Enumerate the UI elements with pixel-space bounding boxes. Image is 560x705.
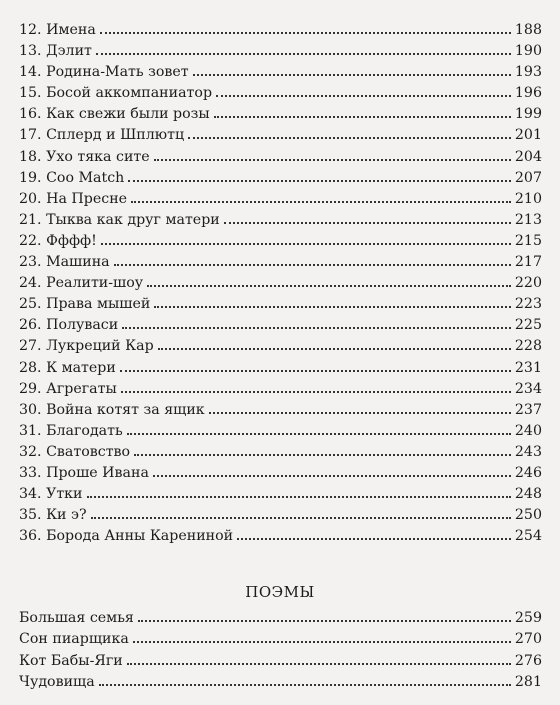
dot-leader: [91, 517, 511, 519]
dot-leader: [101, 243, 511, 245]
dot-leader: [100, 32, 511, 34]
entry-page-number: 248: [514, 486, 542, 503]
dot-leader: [153, 475, 511, 477]
dot-leader: [96, 53, 511, 55]
entry-page-number: 259: [514, 610, 542, 626]
entry-title: 18. Ухо тяка сите: [19, 148, 150, 165]
dot-leader: [154, 306, 511, 308]
dot-leader: [122, 327, 511, 329]
toc-entry: [19, 608, 542, 629]
entry-title: 26. Полуваси: [19, 317, 119, 334]
entry-page-number: 204: [514, 148, 542, 165]
toc-entry: [19, 252, 542, 273]
entry-page-number: 217: [514, 254, 542, 271]
entry-title: 27. Лукреций Кар: [19, 338, 154, 355]
dot-leader: [158, 348, 511, 350]
entry-title: 15. Босой аккомпаниатор: [19, 85, 213, 102]
toc-entry: [19, 231, 542, 252]
toc-entry: [19, 62, 542, 83]
dot-leader: [216, 95, 511, 97]
entry-page-number: 270: [514, 631, 542, 648]
dot-leader: [154, 159, 511, 161]
entry-title: 25. Права мышей: [19, 296, 151, 313]
entry-page-number: 190: [514, 43, 542, 60]
toc-entry: [19, 651, 542, 672]
entry-title: 32. Сватовство: [19, 443, 131, 460]
toc-entry: [19, 20, 542, 41]
toc-entry: [19, 189, 542, 210]
dot-leader: [133, 641, 511, 643]
toc-entry: [19, 168, 542, 189]
entry-page-number: 254: [514, 528, 542, 545]
entry-title: Большая семья: [19, 610, 134, 626]
toc-entry: [19, 629, 542, 650]
entry-title: 14. Родина-Мать зовет: [19, 64, 189, 81]
dot-leader: [131, 201, 511, 203]
entry-page-number: 281: [514, 674, 542, 691]
entry-page-number: 225: [514, 317, 542, 334]
entry-title: 16. Как свежи были розы: [19, 106, 210, 123]
dot-leader: [127, 663, 511, 665]
entry-title: 17. Сплерд и Шплютц: [19, 127, 185, 144]
poems-list: [19, 608, 542, 694]
entry-title: 28. К матери: [19, 359, 116, 376]
entry-title: 20. На Пресне: [19, 190, 128, 207]
entry-title: 21. Тыква как друг матери: [19, 211, 220, 228]
toc-entry: [19, 104, 542, 125]
entry-page-number: 213: [514, 211, 542, 228]
toc-entry: [19, 336, 542, 357]
entry-title: Кот Бабы-Яги: [19, 652, 123, 669]
entry-title: 29. Агрегаты: [19, 380, 117, 397]
toc-entry: [19, 672, 542, 693]
entry-page-number: 188: [514, 22, 542, 38]
entry-page-number: 228: [514, 338, 542, 355]
entry-title: 24. Реалити-шоу: [19, 275, 144, 292]
section-heading: ПОЭМЫ: [245, 583, 315, 601]
entry-page-number: 210: [514, 190, 542, 207]
entry-page-number: 199: [514, 106, 542, 123]
entry-title: Чудовища: [19, 674, 95, 691]
entry-page-number: 243: [514, 443, 542, 460]
entry-title: 19. Соо Match: [19, 169, 125, 186]
dot-leader: [209, 412, 511, 414]
entry-page-number: 276: [514, 652, 542, 669]
toc-entry: [19, 442, 542, 463]
entry-page-number: 234: [514, 380, 542, 397]
entry-title: 34. Утки: [19, 486, 83, 503]
toc-entry: [19, 315, 542, 336]
dot-leader: [193, 74, 511, 76]
toc-entry: [19, 147, 542, 168]
dot-leader: [138, 620, 511, 622]
toc-entry: [19, 400, 542, 421]
dot-leader: [120, 370, 511, 372]
toc-entry: [19, 463, 542, 484]
entry-page-number: 196: [514, 85, 542, 102]
entry-title: 31. Благодать: [19, 422, 123, 439]
dot-leader: [134, 454, 511, 456]
dot-leader: [147, 285, 511, 287]
toc-entry: [19, 294, 542, 315]
entry-page-number: 237: [514, 401, 542, 418]
toc-entry: [19, 210, 542, 231]
dot-leader: [127, 433, 511, 435]
entry-title: 33. Проше Ивана: [19, 464, 149, 481]
toc-entry: [19, 273, 542, 294]
entry-page-number: 207: [514, 169, 542, 186]
toc-entry: [19, 358, 542, 379]
dot-leader: [224, 222, 511, 224]
entry-page-number: 231: [514, 359, 542, 376]
toc-entry: [19, 421, 542, 442]
toc-entry: [19, 484, 542, 505]
dot-leader: [128, 180, 511, 182]
entry-title: 30. Война котят за ящик: [19, 401, 205, 418]
entry-title: 35. Ки э?: [19, 507, 87, 524]
entry-page-number: 220: [514, 275, 542, 292]
entry-title: 23. Машина: [19, 254, 110, 271]
entry-page-number: 193: [514, 64, 542, 81]
toc-entry: [19, 41, 542, 62]
dot-leader: [121, 391, 511, 393]
toc-entry: [19, 505, 542, 526]
chapters-list: [19, 20, 542, 547]
toc-entry: [19, 83, 542, 104]
dot-leader: [237, 538, 511, 540]
entry-title: 36. Борода Анны Карениной: [19, 528, 234, 545]
entry-page-number: 215: [514, 232, 542, 249]
entry-page-number: 201: [514, 127, 542, 144]
dot-leader: [214, 116, 511, 118]
dot-leader: [114, 264, 511, 266]
entry-page-number: 240: [514, 422, 542, 439]
entry-page-number: 250: [514, 507, 542, 524]
entry-title: 12. Имена: [19, 22, 96, 38]
entry-title: Сон пиарщика: [19, 631, 129, 648]
dot-leader: [188, 137, 511, 139]
entry-title: 13. Дэлит: [19, 43, 92, 60]
toc-entry: [19, 526, 542, 547]
entry-page-number: 223: [514, 296, 542, 313]
toc-entry: [19, 125, 542, 146]
entry-title: 22. Фффф!: [19, 232, 97, 249]
dot-leader: [87, 496, 511, 498]
dot-leader: [99, 684, 511, 686]
toc-entry: [19, 379, 542, 400]
entry-page-number: 246: [514, 464, 542, 481]
